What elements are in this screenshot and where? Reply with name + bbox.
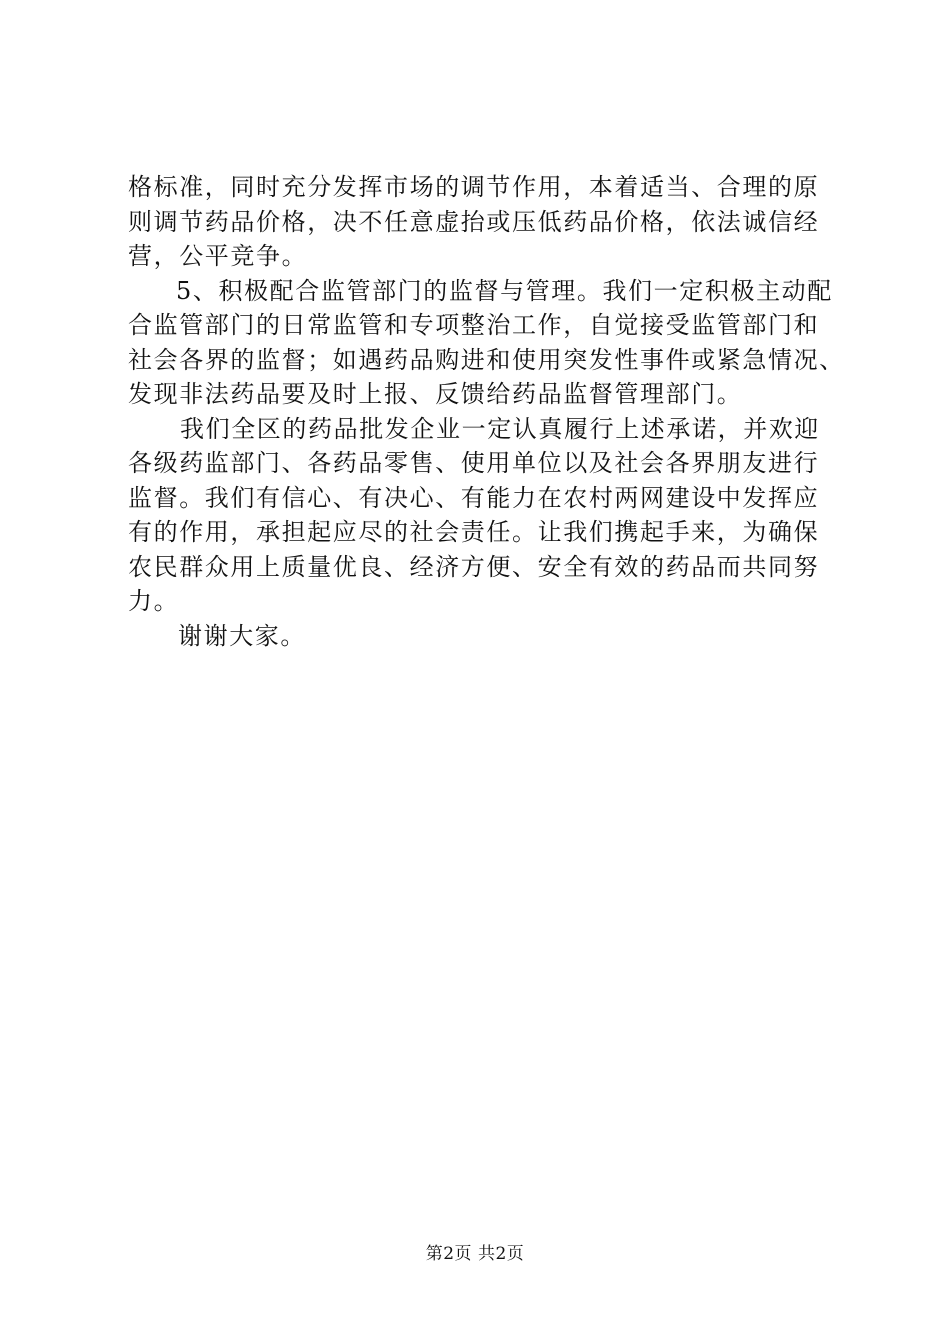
page-number-footer: 第2页 共2页 [425, 1244, 525, 1264]
text-line: 合监管部门的日常监管和专项整治工作，自觉接受监管部门和 [128, 311, 820, 339]
text-line: 谢谢大家。 [178, 621, 306, 650]
paragraph-supervision [128, 274, 845, 412]
text-line: 则调节药品价格，决不任意虚抬或压低药品价格，依法诚信经 [128, 207, 820, 236]
text-line: 我们全区的药品批发企业一定认真履行上述承诺，并欢迎 [180, 414, 820, 443]
text-line: 5、积极配合监管部门的监督与管理。我们一定积极主动配 [176, 276, 833, 305]
text-line: 有的作用，承担起应尽的社会责任。让我们携起手来，为确保 [128, 518, 820, 546]
text-line: 农民群众用上质量优良、经济方便、安全有效的药品而共同努 [128, 552, 820, 581]
text-line: 力。 [128, 587, 180, 615]
text-line: 格标准，同时充分发挥市场的调节作用，本着适当、合理的原 [128, 173, 820, 201]
text-line: 发现非法药品要及时上报、反馈给药品监督管理部门。 [128, 380, 743, 408]
document-body [128, 170, 845, 653]
paragraph-commitment [128, 412, 828, 619]
paragraph-thanks [128, 619, 828, 654]
text-line: 各级药监部门、各药品零售、使用单位以及社会各界朋友进行 [128, 449, 820, 477]
text-line: 社会各界的监督；如遇药品购进和使用突发性事件或紧急情况、 [128, 345, 845, 374]
text-line: 监督。我们有信心、有决心、有能力在农村两网建设中发挥应 [128, 483, 820, 512]
paragraph-price-standard [128, 170, 828, 274]
text-line: 营，公平竞争。 [128, 242, 308, 270]
